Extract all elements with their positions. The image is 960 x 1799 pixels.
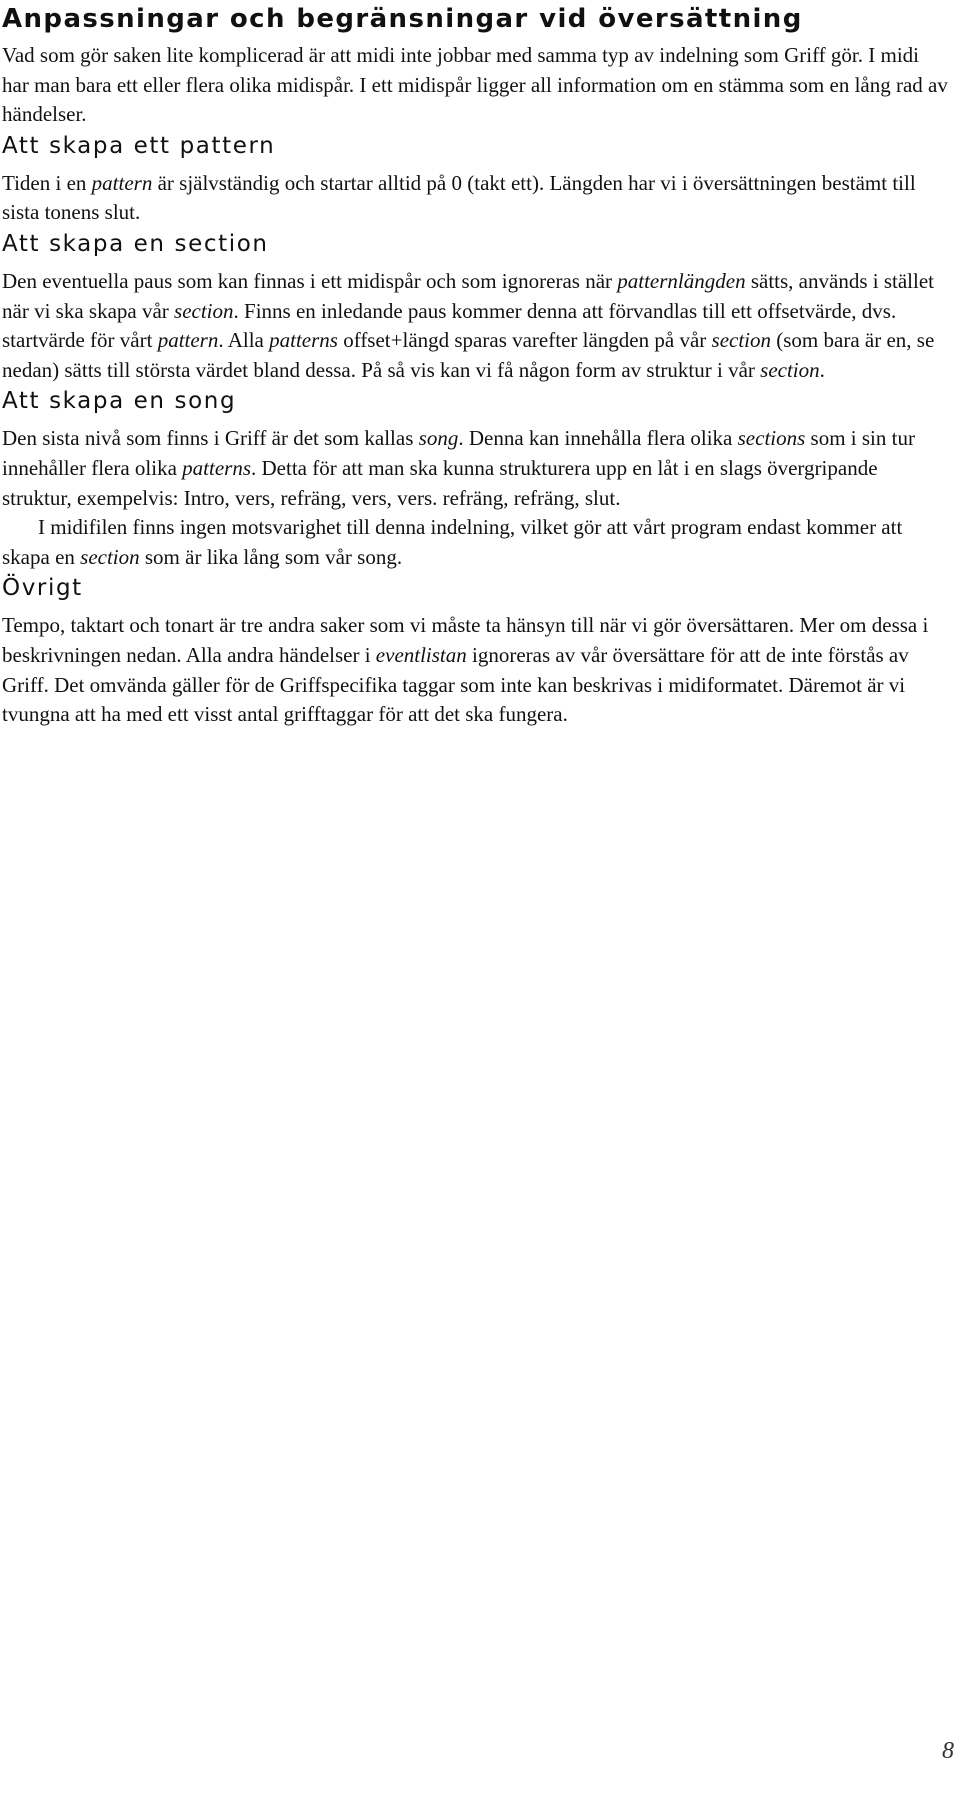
intro-paragraph: Vad som gör saken lite komplicerad är att midi inte jobbar med samma typ av indelning som Griff gör. I midi har man bara ett eller flera olika midispår. I ett midispår ligger all information om en stämma som en lång rad av händelser. xyxy=(2,43,948,127)
text-run: Tiden i en xyxy=(2,170,92,195)
italic-term: sections xyxy=(737,426,806,451)
text-run: (som bara är en, se nedan) sätts till största värdet bland dessa. På så vis kan vi få någon form av struktur i vår xyxy=(2,328,935,382)
text-run: ignoreras av vår översättare för att de inte förstås av Griff. Det omvända gäller för de Griffspecifika taggar som inte kan beskrivas i midiformatet. Däremot är vi tvungna att ha med ett visst antal grifftaggar för att det ska fungera. xyxy=(2,642,909,727)
pattern-paragraph xyxy=(2,169,950,228)
italic-term: patterns xyxy=(182,455,252,480)
song-heading: Att skapa en song xyxy=(2,388,237,415)
other-heading: Övrigt xyxy=(2,575,83,602)
text-run: . Detta för att man ska kunna strukturera upp en låt i en slags övergripande struktur, exempelvis: Intro, vers, refräng, vers, vers. refräng, refräng, slut. xyxy=(2,455,878,510)
other-paragraph xyxy=(2,611,950,729)
italic-term: section xyxy=(80,544,140,569)
song-paragraph xyxy=(2,424,950,513)
page-title: Anpassningar och begränsningar vid översättning xyxy=(2,4,803,34)
text-run: . xyxy=(819,357,825,382)
text-run: som i sin tur innehåller flera olika xyxy=(2,426,915,480)
text-run: . Finns en inledande paus kommer denna att förvandlas till ett offsetvärde, dvs. startvärde för vårt xyxy=(2,298,897,353)
text-run: . Alla xyxy=(218,328,270,353)
text-run: . Denna kan innehålla flera olika xyxy=(458,426,738,451)
text-run: Tempo, taktart och tonart är tre andra saker som vi måste ta hänsyn till när vi gör översättaren. Mer om dessa i beskrivningen nedan. Alla andra händelser i xyxy=(2,613,929,667)
section-paragraph xyxy=(2,267,950,385)
italic-term: section xyxy=(760,357,820,382)
italic-term: song xyxy=(418,426,459,451)
pattern-heading: Att skapa ett pattern xyxy=(2,132,276,159)
italic-term: pattern xyxy=(157,328,219,353)
text-run: Den eventuella paus som kan finnas i ett midispår och som ignoreras när xyxy=(2,268,618,293)
text-run: är självständig och startar alltid på 0 (takt ett). Längden har vi i översättningen bestämt till sista tonens slut. xyxy=(2,170,916,225)
text-run: som är lika lång som vår song. xyxy=(139,544,403,569)
page-content xyxy=(2,0,950,730)
page-number: 8 xyxy=(942,1738,954,1764)
text-run: offset+längd sparas varefter längden på vår xyxy=(337,328,712,353)
section-heading: Att skapa en section xyxy=(2,230,269,257)
text-run: Den sista nivå som finns i Griff är det som kallas xyxy=(2,426,419,451)
text-run: sätts, används i stället när vi ska skapa vår xyxy=(2,268,934,323)
italic-term: eventlistan xyxy=(375,642,467,667)
italic-term: section xyxy=(174,298,234,323)
italic-term: patterns xyxy=(269,328,338,353)
italic-term: section xyxy=(711,328,771,353)
text-run: I midifilen finns ingen motsvarighet till denna indelning, vilket gör att vårt program endast kommer att skapa en xyxy=(2,515,903,569)
italic-term: pattern xyxy=(91,170,153,195)
song-paragraph-2 xyxy=(2,513,950,572)
italic-term: patternlängden xyxy=(617,268,746,293)
